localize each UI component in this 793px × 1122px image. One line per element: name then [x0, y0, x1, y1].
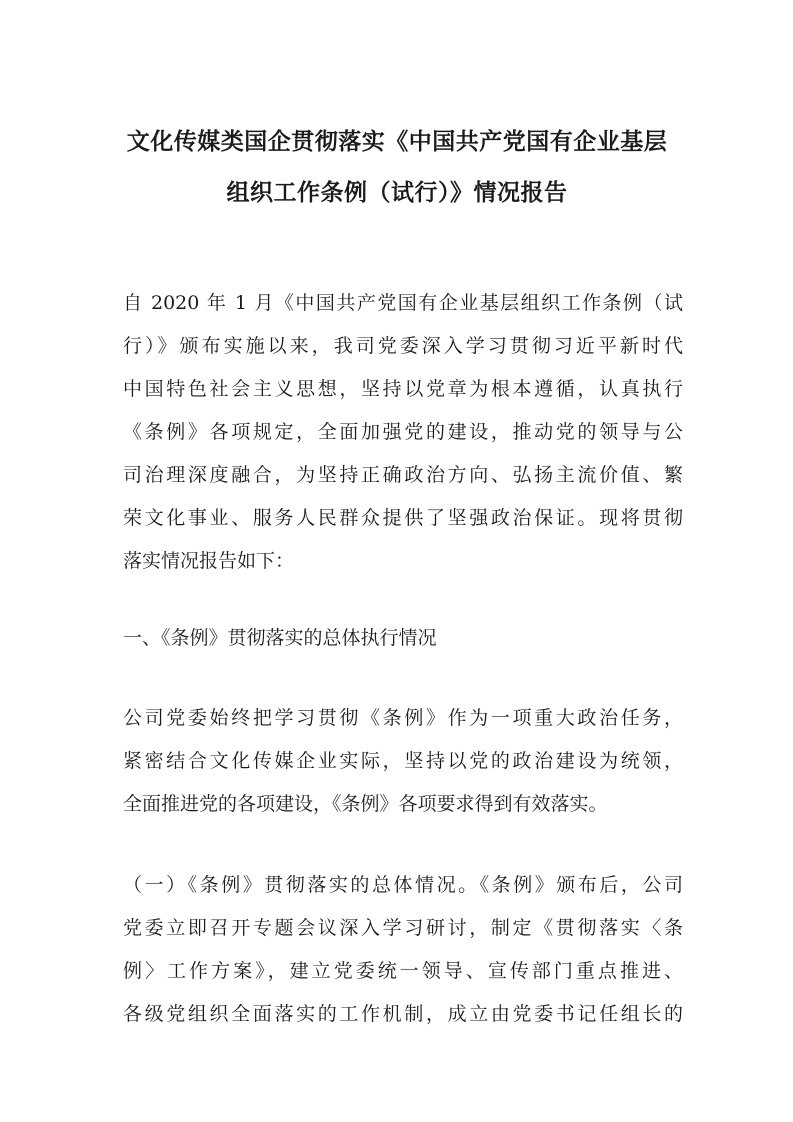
- paragraph-line: 例〉工作方案》，建立党委统一领导、宣传部门重点推进、: [123, 960, 683, 982]
- paragraph-line: 落实情况报告如下：: [123, 550, 295, 572]
- paragraph-line: 党委立即召开专题会议深入学习研讨，制定《贯彻落实〈条: [123, 917, 683, 939]
- paragraph-line: 司治理深度融合，为坚持正确政治方向、弘扬主流价值、繁: [123, 464, 683, 486]
- paragraph-line: 全面推进党的各项建设，《条例》各项要求得到有效落实。: [123, 793, 608, 815]
- paragraph-line: （一）《条例》贯彻落实的总体情况。《条例》颁布后，公司: [123, 874, 683, 896]
- paragraph-line: 各级党组织全面落实的工作机制，成立由党委书记任组长的: [123, 1003, 683, 1025]
- document-title-line-1: 文化传媒类国企贯彻落实《中国共产党国有企业基层: [126, 128, 668, 155]
- section-heading-1: 一、《条例》贯彻落实的总体执行情况: [123, 627, 437, 649]
- paragraph-line: 中国特色社会主义思想，坚持以党章为根本遵循，认真执行: [123, 378, 683, 400]
- paragraph-line: 荣文化事业、服务人民群众提供了坚强政治保证。现将贯彻: [123, 507, 683, 529]
- document-title-line-2: 组织工作条例（试行）》情况报告: [226, 179, 568, 206]
- paragraph-line: 紧密结合文化传媒企业实际，坚持以党的政治建设为统领，: [123, 750, 683, 772]
- paragraph-line: 《条例》各项规定，全面加强党的建设，推动党的领导与公: [123, 421, 683, 443]
- paragraph-line: 公司党委始终把学习贯彻《条例》作为一项重大政治任务，: [123, 707, 683, 729]
- paragraph-line: 自 2020 年 1 月《中国共产党国有企业基层组织工作条例（试: [123, 292, 683, 314]
- paragraph-line: 行）》颁布实施以来，我司党委深入学习贯彻习近平新时代: [123, 335, 683, 357]
